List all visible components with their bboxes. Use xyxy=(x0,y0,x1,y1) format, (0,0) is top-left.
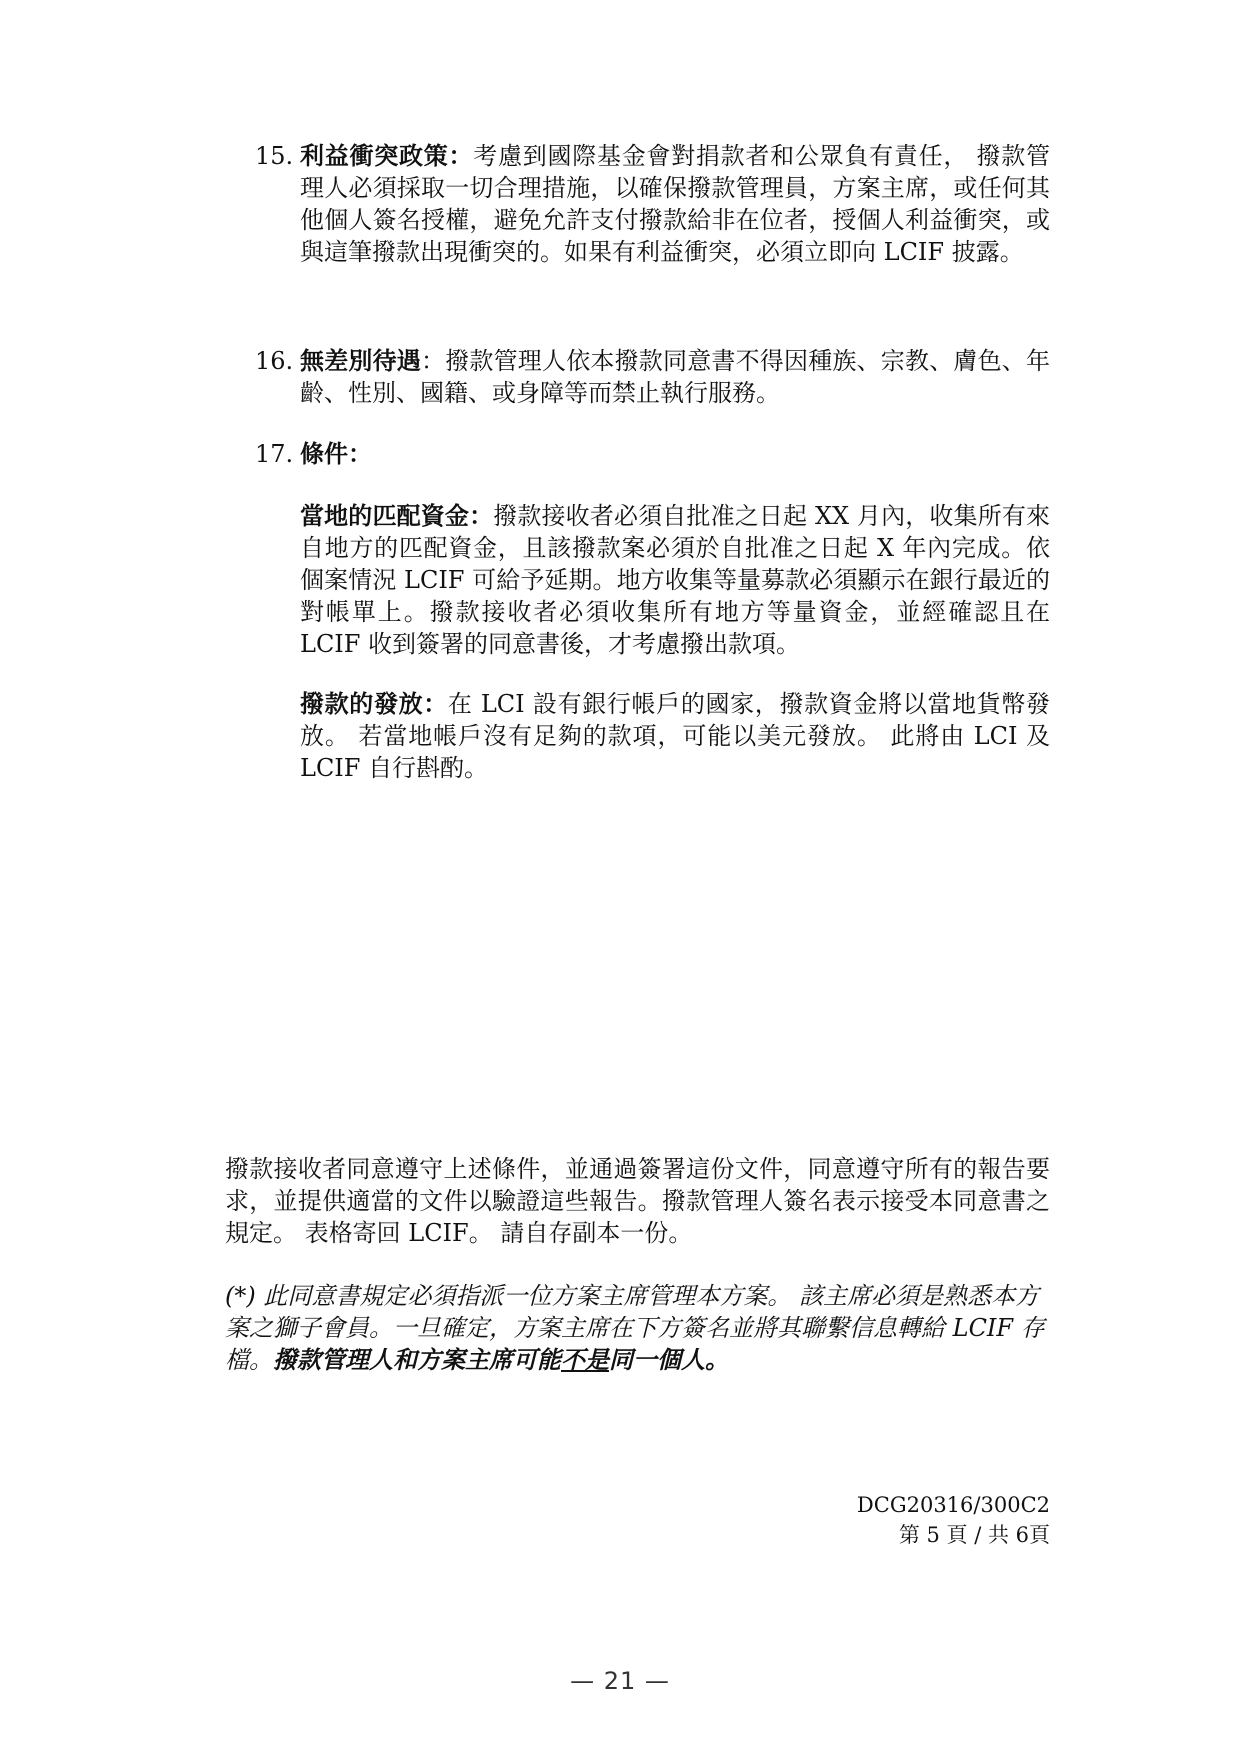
clause-text xyxy=(300,140,1050,268)
page-folio: — 21 — xyxy=(570,1667,670,1695)
document-reference xyxy=(857,1490,1050,1550)
page-info: 第 5 頁 / 共 6頁 xyxy=(898,1523,1050,1547)
clause-term: 無差別待遇 xyxy=(300,346,421,375)
clause-number: 15. xyxy=(255,142,294,170)
clause-number: 17. xyxy=(255,440,294,468)
clause-15 xyxy=(255,140,1055,268)
clause-body: 考慮到國際基金會對捐款者和公眾負有責任， 撥款管理人必須採取一切合理措施，以確保撥款管理員，方案主席，或任何其他個人簽名授權，避免允許支付撥款給非在位者，授個人利益衝突，或與這筆撥款出現衝突的。如果有利益衝突，必須立即向 LCIF 披露。 xyxy=(300,142,1050,266)
note-text: (*) 此同意書規定必須指派一位方案主席管理本方案。 該主席必須是熟悉本方案之獅子會員。一旦確定，方案主席在下方簽名並將其聯繫信息轉給 LCIF 存檔。 xyxy=(225,1282,1045,1374)
clause-term: 條件： xyxy=(300,439,372,468)
condition-body: 在 LCI 設有銀行帳戶的國家，撥款資金將以當地貨幣發放。 若當地帳戶沒有足夠的款項，可能以美元發放。 此將由 LCI 及 LCIF 自行斟酌。 xyxy=(300,690,1050,782)
doc-code: DCG20316/300C2 xyxy=(856,1493,1050,1517)
clause-16 xyxy=(255,345,1055,409)
clause-text xyxy=(300,345,1050,409)
agreement-paragraph: 撥款接收者同意遵守上述條件，並通過簽署這份文件，同意遵守所有的報告要求，並提供適當的文件以驗證這些報告。撥款管理人簽名表示接受本同意書之規定。 表格寄回 LCIF。 請自存副本一份。 xyxy=(225,1155,1050,1247)
condition-term: 當地的匹配資金： xyxy=(300,501,494,530)
clause-text xyxy=(300,438,1050,470)
chair-note xyxy=(225,1280,1050,1376)
note-bold-prefix: 撥款管理人和方案主席可能 xyxy=(273,1345,561,1374)
condition-term: 撥款的發放： xyxy=(300,689,448,718)
clause-number: 16. xyxy=(255,347,294,375)
condition-local-matching-funds xyxy=(300,500,1050,660)
note-bold-suffix: 同一個人。 xyxy=(609,1345,729,1374)
clause-term: 利益衝突政策： xyxy=(300,141,474,170)
condition-grant-disbursement xyxy=(300,688,1050,784)
clause-17 xyxy=(255,438,1055,470)
condition-body: 撥款接收者必須自批准之日起 XX 月內，收集所有來自地方的匹配資金，且該撥款案必須於自批准之日起 X 年內完成。依個案情況 LCIF 可給予延期。地方收集等量募款必須顯示在銀行最近的對帳單上。撥款接收者必須收集所有地方等量資金，並經確認且在 LCIF 收到簽署的同意書後，才考慮撥出款項。 xyxy=(300,502,1050,658)
clause-body: ：撥款管理人依本撥款同意書不得因種族、宗教、膚色、年齡、性別、國籍、或身障等而禁止執行服務。 xyxy=(300,347,1050,407)
note-bold-underlined: 不是 xyxy=(561,1345,609,1374)
